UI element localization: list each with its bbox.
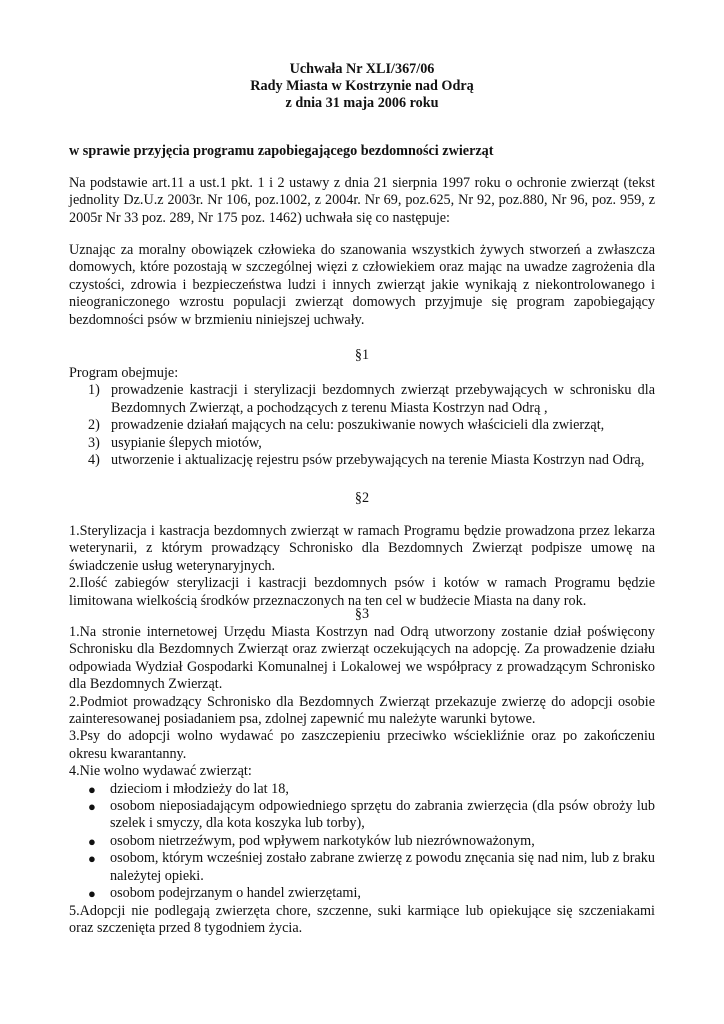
section-1-lead: Program obejmuje: xyxy=(69,365,179,381)
list-item xyxy=(69,798,655,833)
section-3-body xyxy=(69,624,655,937)
list-item-text: osobom, którym wcześniej zostało zabrane zwierzę z powodu znęcania się nad nim, lub z braku należytej opieki. xyxy=(110,850,655,884)
bullet-icon: ● xyxy=(88,781,96,797)
section-2-point-1: 1.Sterylizacja i kastracja bezdomnych zwierząt w ramach Programu będzie prowadzona przez lekarza weterynarii, z którym prowadzący Schronisko dla Bezdomnych Zwierząt podpisze umowę na świadczenie usług weterynaryjnych. xyxy=(69,523,655,574)
section-3-point-5: 5.Adopcji nie podlegają zwierzęta chore, szczenne, suki karmiące lub opiekujące się szczeniakami oraz szczenięta przed 8 tygodniem życia. xyxy=(69,902,655,936)
legal-basis-text: Na podstawie art.11 a ust.1 pkt. 1 i 2 ustawy z dnia 21 sierpnia 1997 roku o ochronie zwierząt (tekst jednolity Dz.U.z 2003r. Nr 106, poz.1002, z 2004r. Nr 69, poz.625, Nr 92, poz.880, Nr 96, poz. 959, z 2005r Nr 33 poz. 289, Nr 175 poz. 1462) uchwała się co następuje: xyxy=(69,175,655,226)
list-item xyxy=(69,417,655,434)
list-item-text: osobom nietrzeźwym, pod wpływem narkotyków lub niezrównoważonym, xyxy=(110,832,535,849)
list-item-number: 4) xyxy=(88,452,100,469)
section-3-point-2: 2.Podmiot prowadzący Schronisko dla Bezdomnych Zwierząt przekazuje zwierzę do adopcji osobie zainteresowanej posiadaniem psa, zdolnej zapewnić mu należyte warunki bytowe. xyxy=(69,693,655,728)
list-item xyxy=(69,885,655,902)
resolution-date: z dnia 31 maja 2006 roku xyxy=(285,95,439,112)
list-item-number: 1) xyxy=(88,382,100,399)
section-3-title: §3 xyxy=(354,606,370,622)
section-2-title: §2 xyxy=(354,490,370,506)
preamble-text: Uznając za moralny obowiązek człowieka do szanowania wszystkich żywych stworzeń a zwłaszcza domowych, które pozostają w szczególnej więzi z człowiekiem oraz mając na uwadze zagrożenia dla czystości, zdrowia i bezpieczeństwa ludzi i innych zwierząt jakie wynikają z niekontrolowanego i nieograniczonego wzrostu populacji zwierząt domowych przyjmuje się program zapobiegający bezdomności psów w brzmieniu niniejszej uchwały. xyxy=(69,242,655,328)
bullet-icon: ● xyxy=(88,851,96,867)
section-1-title: §1 xyxy=(354,347,370,363)
bullet-icon: ● xyxy=(88,799,96,815)
list-item-text: utworzenie i aktualizację rejestru psów przebywających na terenie Miasta Kostrzyn nad Odrą, xyxy=(111,452,645,469)
list-item-number: 2) xyxy=(88,417,100,434)
list-item-text: usypianie ślepych miotów, xyxy=(111,434,262,451)
list-item-number: 3) xyxy=(88,434,100,451)
list-item-text: osobom nieposiadającym odpowiedniego sprzętu do zabrania zwierzęcia (dla psów obroży lub szelek i smyczy, dla kota koszyka lub torby), xyxy=(110,798,655,832)
list-item xyxy=(69,382,655,417)
resolution-number: Uchwała Nr XLI/367/06 xyxy=(289,61,435,77)
list-item xyxy=(69,452,655,469)
adoption-restrictions-list xyxy=(69,781,655,903)
legal-basis-paragraph xyxy=(69,175,655,227)
section-3-point-3: 3.Psy do adopcji wolno wydawać po zaszczepieniu przeciwko wściekliźnie oraz po zakończeniu okresu kwarantanny. xyxy=(69,728,655,762)
program-items-list xyxy=(69,382,655,469)
list-item xyxy=(69,850,655,885)
section-3-point-4: 4.Nie wolno wydawać zwierząt: xyxy=(69,763,252,780)
list-item-text: prowadzenie działań mających na celu: poszukiwanie nowych właścicieli dla zwierząt, xyxy=(111,417,605,434)
council-name: Rady Miasta w Kostrzynie nad Odrą xyxy=(250,78,474,95)
resolution-header xyxy=(0,61,724,113)
list-item xyxy=(69,435,655,452)
section-2-point-2: 2.Ilość zabiegów sterylizacji i kastracji bezdomnych psów i kotów w ramach Programu będzie limitowana wielkością środków przeznaczonych na ten cel w budżecie Miasta na dany rok. xyxy=(69,575,655,609)
list-item-text: dzieciom i młodzieży do lat 18, xyxy=(110,780,289,797)
section-3-point-1: 1.Na stronie internetowej Urzędu Miasta Kostrzyn nad Odrą utworzony zostanie dział poświęcony Schronisku dla Bezdomnych Zwierząt oraz zwierząt oczekujących na adopcję. Za prowadzenie działu odpowiada Wydział Gospodarki Komunalnej i Lokalowej we współpracy z prowadzącym Schronisko dla Bezdomnych Zwierząt. xyxy=(69,624,655,693)
bullet-icon: ● xyxy=(88,886,96,902)
section-1-body xyxy=(69,365,655,469)
list-item-text: osobom podejrzanym o handel zwierzętami, xyxy=(110,885,361,902)
list-item xyxy=(69,833,655,850)
list-item-text: prowadzenie kastracji i sterylizacji bezdomnych zwierząt przebywających w schronisku dla Bezdomnych Zwierząt, a pochodzących z terenu Miasta Kostrzyn nad Odrą , xyxy=(111,382,655,416)
list-item xyxy=(69,781,655,798)
preamble-paragraph xyxy=(69,242,655,329)
resolution-subject: w sprawie przyjęcia programu zapobiegającego bezdomności zwierząt xyxy=(69,143,494,159)
bullet-icon: ● xyxy=(88,833,96,849)
section-2-body xyxy=(69,523,655,610)
